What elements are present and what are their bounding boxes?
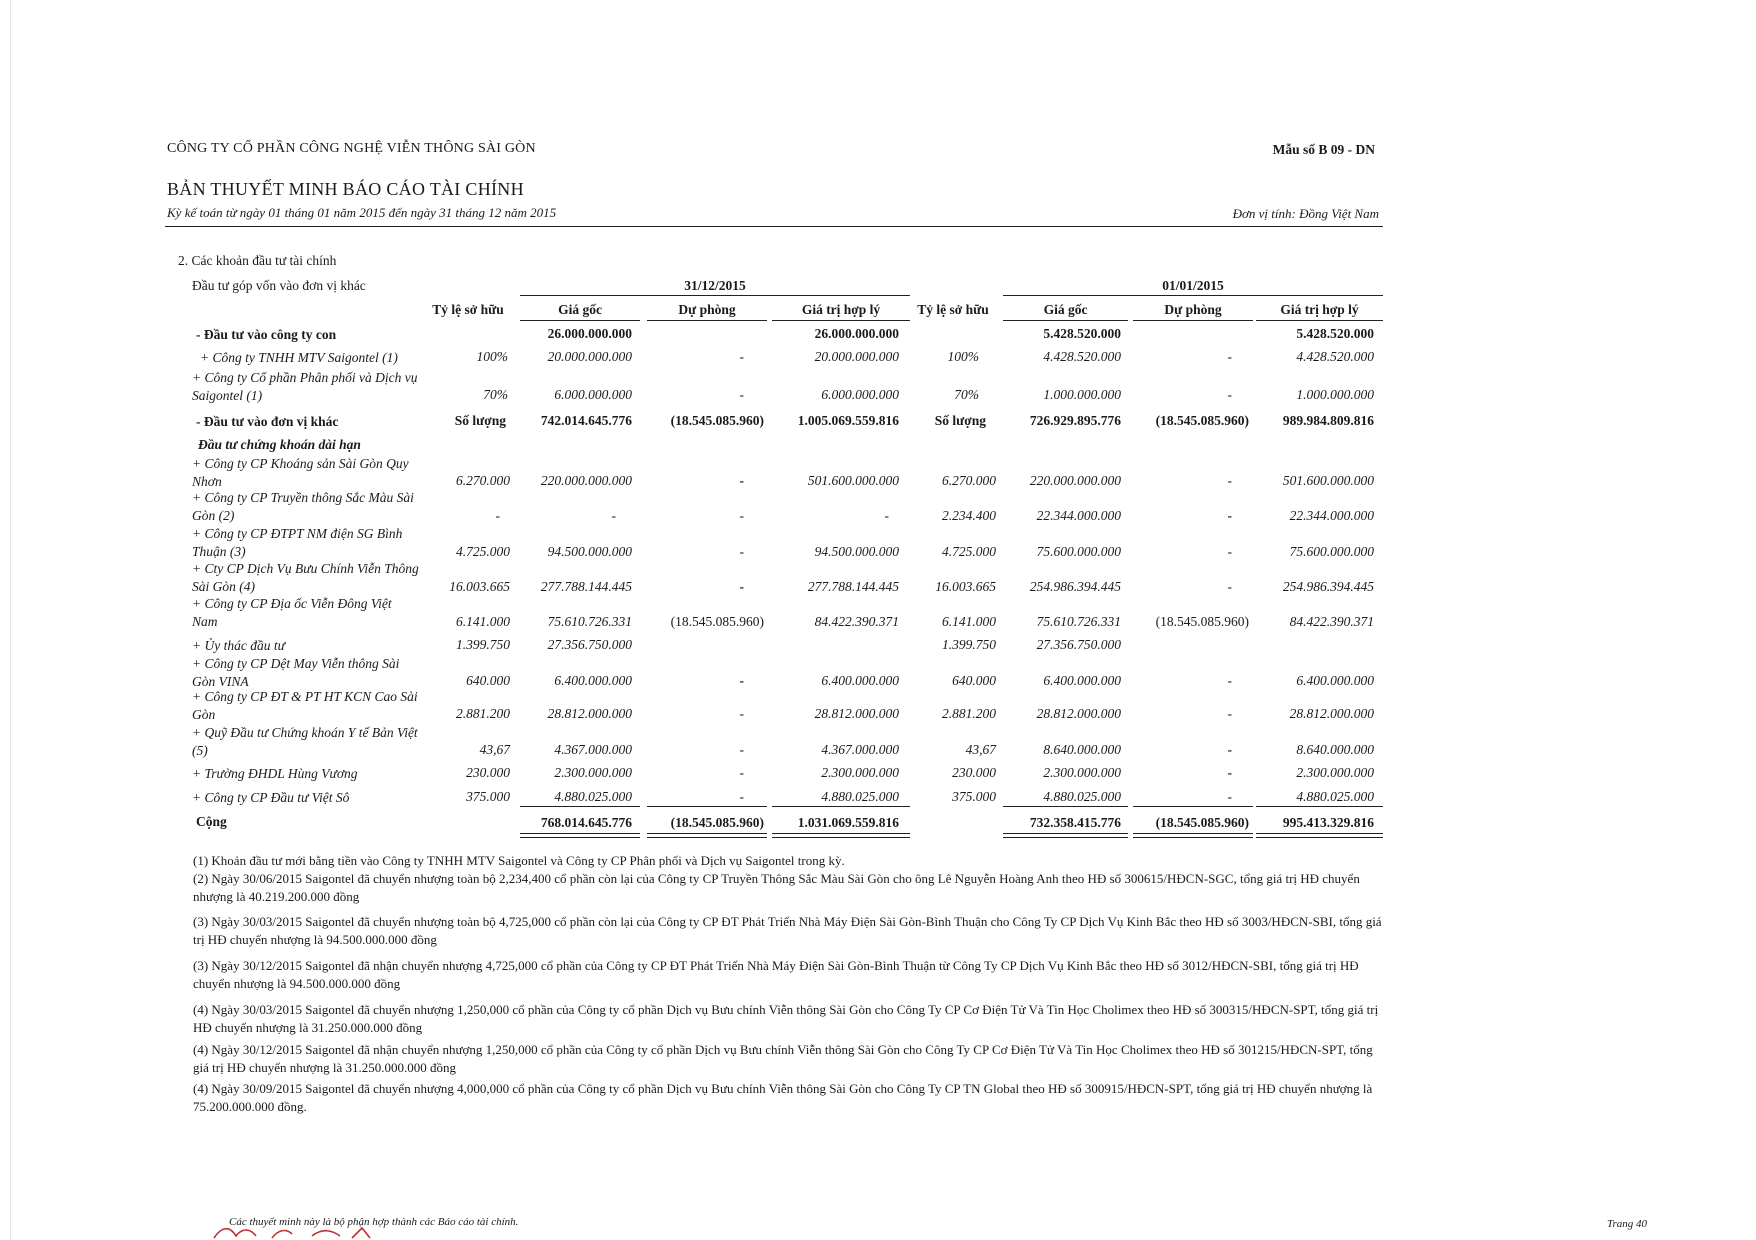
- cell-fair-value: 6.000.000.000: [821, 387, 899, 402]
- accounting-period: Kỳ kế toán từ ngày 01 tháng 01 năm 2015 đến ngày 31 tháng 12 năm 2015: [167, 205, 557, 220]
- cell-fair-value: 989.984.809.816: [1282, 413, 1374, 428]
- cell-provision: -: [739, 508, 744, 523]
- col-fair-value: Giá trị hợp lý: [1280, 302, 1359, 317]
- cell-ratio: 70%: [954, 387, 979, 402]
- cell-cost: 6.400.000.000: [554, 673, 632, 688]
- cell-provision: -: [1227, 742, 1232, 757]
- cell-cost: 220.000.000.000: [540, 473, 632, 488]
- period-header-line: [520, 295, 910, 296]
- total-double-rule: [1003, 833, 1128, 838]
- total-double-rule: [772, 833, 910, 838]
- cell-quantity: 375.000: [466, 789, 510, 804]
- cell-quantity: 2.881.200: [942, 706, 996, 721]
- cell-fair-value: 4.880.025.000: [1296, 789, 1374, 804]
- cell-provision: -: [739, 387, 744, 402]
- cell-provision: (18.545.085.960): [1155, 614, 1249, 629]
- cell-quantity: 43,67: [965, 742, 996, 757]
- row-label: + Quỹ Đầu tư Chứng khoán Y tế Bản Việt (5): [192, 725, 418, 758]
- cell-cost: 2.300.000.000: [1043, 765, 1121, 780]
- cell-cost: 2.300.000.000: [554, 765, 632, 780]
- total-double-rule: [520, 833, 640, 838]
- cell-provision: (18.545.085.960): [670, 614, 764, 629]
- row-label: + Công ty TNHH MTV Saigontel (1): [200, 350, 398, 365]
- subheader-underline: [1133, 320, 1253, 321]
- cell-quantity: 6.270.000: [456, 473, 510, 488]
- cell-provision: -: [1227, 387, 1232, 402]
- cell-fair-value: 6.400.000.000: [821, 673, 899, 688]
- cell-provision: -: [1227, 673, 1232, 688]
- subtotal-rule: [772, 806, 910, 807]
- cell-fair-value: 1.005.069.559.816: [797, 413, 899, 428]
- cell-fair-value: 26.000.000.000: [814, 326, 899, 341]
- cell-provision: -: [739, 579, 744, 594]
- subheader-underline: [1256, 320, 1383, 321]
- cell-quantity: 230.000: [466, 765, 510, 780]
- cell-cost: 6.000.000.000: [554, 387, 632, 402]
- cell-fair-value: 254.986.394.445: [1282, 579, 1374, 594]
- total-label: Cộng: [196, 814, 227, 829]
- cell-quantity: 230.000: [952, 765, 996, 780]
- cell-cost: 27.356.750.000: [1036, 637, 1121, 652]
- cell-quantity: -: [495, 508, 500, 523]
- row-label: + Công ty CP Khoáng sản Sài Gòn Quy Nhơn: [192, 456, 409, 489]
- total-provision: (18.545.085.960): [670, 815, 764, 830]
- cell-quantity: 375.000: [952, 789, 996, 804]
- total-double-rule: [1133, 833, 1253, 838]
- row-subheading: Đầu tư chứng khoán dài hạn: [198, 437, 361, 452]
- cell-fair-value: 501.600.000.000: [807, 473, 899, 488]
- footnote: (1) Khoản đầu tư mới bằng tiền vào Công ty TNHH MTV Saigontel và Công ty CP Phân phối và Dịch vụ Saigontel trong kỳ.: [193, 853, 845, 868]
- cell-quantity: 1.399.750: [456, 637, 510, 652]
- cell-provision: -: [1227, 544, 1232, 559]
- cell-provision: -: [739, 349, 744, 364]
- header-rule: [165, 226, 1383, 227]
- period-header-2015-start: 01/01/2015: [1162, 278, 1224, 293]
- cell-fair-value: 4.880.025.000: [821, 789, 899, 804]
- cell-fair-value: 501.600.000.000: [1282, 473, 1374, 488]
- cell-fair-value: 8.640.000.000: [1296, 742, 1374, 757]
- row-label: + Công ty CP Truyền thông Sắc Màu Sài Gòn (2): [192, 490, 414, 523]
- cell-ratio: 100%: [947, 349, 979, 364]
- row-label: + Trường ĐHDL Hùng Vương: [192, 766, 358, 781]
- cell-quantity: 640.000: [466, 673, 510, 688]
- subtotal-rule: [1256, 806, 1383, 807]
- cell-fair-value: 28.812.000.000: [1289, 706, 1374, 721]
- row-label: + Công ty Cổ phần Phân phối và Dịch vụ Saigontel (1): [192, 370, 418, 403]
- subheader-underline: [520, 320, 640, 321]
- cell-provision: -: [1227, 508, 1232, 523]
- cell-cost: 26.000.000.000: [547, 326, 632, 341]
- col-fair-value: Giá trị hợp lý: [801, 302, 881, 317]
- cell-cost: 742.014.645.776: [540, 413, 632, 428]
- cell-fair-value: 20.000.000.000: [814, 349, 899, 364]
- cell-cost: 5.428.520.000: [1043, 326, 1121, 341]
- cell-provision: -: [739, 473, 744, 488]
- row-label: + Ủy thác đầu tư: [192, 638, 285, 653]
- cell-cost: 4.428.520.000: [1043, 349, 1121, 364]
- currency-unit: Đơn vị tính: Đồng Việt Nam: [1232, 206, 1379, 221]
- subheader-underline: [647, 320, 767, 321]
- handwritten-mark: [212, 1222, 382, 1240]
- cell-cost: 277.788.144.445: [540, 579, 632, 594]
- cell-cost: 27.356.750.000: [547, 637, 632, 652]
- col-provision: Dự phòng: [678, 302, 736, 317]
- cell-provision: -: [739, 706, 744, 721]
- cell-fair-value: 1.000.000.000: [1296, 387, 1374, 402]
- cell-quantity-label: Số lượng: [934, 413, 986, 428]
- cell-ratio: 70%: [483, 387, 508, 402]
- cell-quantity: 16.003.665: [449, 579, 510, 594]
- cell-provision: -: [739, 765, 744, 780]
- cell-fair-value: 75.600.000.000: [1289, 544, 1374, 559]
- cell-fair-value: 5.428.520.000: [1296, 326, 1374, 341]
- cell-fair-value: -: [884, 508, 889, 523]
- cell-ratio: 100%: [476, 349, 508, 364]
- cell-cost: 28.812.000.000: [1036, 706, 1121, 721]
- cell-provision: -: [739, 673, 744, 688]
- col-ownership-ratio: Tỷ lệ sở hữu: [432, 302, 504, 317]
- subheader-underline: [1003, 320, 1128, 321]
- cell-cost: 4.880.025.000: [1043, 789, 1121, 804]
- cell-provision: (18.545.085.960): [1155, 413, 1249, 428]
- total-cost: 732.358.415.776: [1029, 815, 1121, 830]
- period-header-2015-end: 31/12/2015: [684, 278, 746, 293]
- cell-quantity: 16.003.665: [935, 579, 996, 594]
- cell-fair-value: 28.812.000.000: [814, 706, 899, 721]
- cell-provision: -: [1227, 473, 1232, 488]
- cell-cost: 726.929.895.776: [1029, 413, 1121, 428]
- footnote: (4) Ngày 30/03/2015 Saigontel đã chuyển nhượng 1,250,000 cổ phần của Công ty cổ phần Dịch vụ Bưu chính Viễn thông Sài Gòn cho Công Ty CP Cơ Điện Tử Và Tin Học Cholimex theo HĐ số 300315/HĐCN-SPT, tổng giá trị HĐ chuyển nhượng là 31.250.000.000 đồng: [193, 1002, 1379, 1035]
- cell-cost: 22.344.000.000: [1036, 508, 1121, 523]
- subheader-underline: [772, 320, 910, 321]
- cell-cost: 75.600.000.000: [1036, 544, 1121, 559]
- footnote: (4) Ngày 30/12/2015 Saigontel đã nhận chuyển nhượng 1,250,000 cổ phần của Công ty cổ phần Dịch vụ Bưu chính Viễn thông Sài Gòn cho Công Ty CP Cơ Điện Tử Và Tin Học Cholimex theo HĐ số 301215/HĐCN-SPT, tổng giá trị HĐ chuyển nhượng là 31.250.000.000 đồng: [193, 1042, 1373, 1075]
- row-label: + Cty CP Dịch Vụ Bưu Chính Viễn Thông Sài Gòn (4): [192, 561, 419, 594]
- subtotal-rule: [1003, 806, 1128, 807]
- cell-provision: -: [1227, 789, 1232, 804]
- cell-provision: -: [1227, 765, 1232, 780]
- cell-quantity: 6.270.000: [942, 473, 996, 488]
- cell-fair-value: 22.344.000.000: [1289, 508, 1374, 523]
- row-label: + Công ty CP ĐTPT NM điện SG Bình Thuận (3): [192, 526, 403, 559]
- subtotal-rule: [1133, 806, 1253, 807]
- footnote: (3) Ngày 30/03/2015 Saigontel đã chuyển nhượng toàn bộ 4,725,000 cổ phần còn lại của Công ty CP ĐT Phát Triển Nhà Máy Điện Sài Gòn-Bình Thuận cho Công Ty CP Dịch Vụ Kinh Bắc theo HĐ số 3003/HĐCN-SBI, tổng giá trị HĐ chuyển nhượng là 94.500.000.000 đồng: [193, 914, 1382, 947]
- subtotal-rule: [647, 806, 767, 807]
- row-label: + Công ty CP ĐT & PT HT KCN Cao Sài Gòn: [192, 689, 418, 722]
- footnote: (4) Ngày 30/09/2015 Saigontel đã chuyển nhượng 4,000,000 cổ phần của Công ty cổ phần Dịch vụ Bưu chính Viễn thông Sài Gòn cho Công Ty CP TN Global theo HĐ số 300915/HĐCN-SPT, tổng giá trị HĐ chuyển nhượng là 75.200.000.000 đồng.: [193, 1081, 1373, 1114]
- footer-note: Các thuyết minh này là bộ phận hợp thành các Báo cáo tài chính.: [229, 1216, 519, 1228]
- col-provision: Dự phòng: [1164, 302, 1222, 317]
- cell-cost: 20.000.000.000: [547, 349, 632, 364]
- cell-cost: 6.400.000.000: [1043, 673, 1121, 688]
- col-cost: Giá gốc: [558, 302, 602, 317]
- cell-cost: 75.610.726.331: [1036, 614, 1121, 629]
- cell-quantity: 6.141.000: [942, 614, 996, 629]
- table-title: Đầu tư góp vốn vào đơn vị khác: [192, 278, 366, 293]
- row-label: - Đầu tư vào công ty con: [196, 327, 337, 342]
- cell-provision: -: [1227, 579, 1232, 594]
- subtotal-rule: [520, 806, 640, 807]
- total-fair-value: 995.413.329.816: [1282, 815, 1374, 830]
- cell-quantity-label: Số lượng: [454, 413, 506, 428]
- period-header-line: [1003, 295, 1383, 296]
- cell-cost: -: [611, 508, 616, 523]
- cell-quantity: 640.000: [952, 673, 996, 688]
- cell-quantity: 6.141.000: [456, 614, 510, 629]
- cell-provision: -: [739, 742, 744, 757]
- cell-cost: 94.500.000.000: [547, 544, 632, 559]
- cell-provision: (18.545.085.960): [670, 413, 764, 428]
- cell-provision: -: [739, 544, 744, 559]
- cell-provision: -: [739, 789, 744, 804]
- row-label: + Công ty CP Dệt May Viễn thông Sài Gòn VINA: [192, 656, 400, 689]
- cell-fair-value: 6.400.000.000: [1296, 673, 1374, 688]
- document-title: BẢN THUYẾT MINH BÁO CÁO TÀI CHÍNH: [167, 179, 524, 199]
- cell-quantity: 2.881.200: [456, 706, 510, 721]
- total-cost: 768.014.645.776: [540, 815, 632, 830]
- cell-fair-value: 4.367.000.000: [821, 742, 899, 757]
- form-number: Mẫu số B 09 - DN: [1272, 142, 1375, 157]
- footnote: (3) Ngày 30/12/2015 Saigontel đã nhận chuyển nhượng 4,725,000 cổ phần của Công ty CP ĐT Phát Triển Nhà Máy Điện Sài Gòn-Bình Thuận từ Công Ty CP Dịch Vụ Kinh Bắc theo HĐ số 3012/HĐCN-SBI, tổng giá trị HĐ chuyển nhượng là 94.500.000.000 đồng: [193, 958, 1359, 991]
- cell-provision: -: [1227, 706, 1232, 721]
- row-label: + Công ty CP Địa ốc Viễn Đông Việt Nam: [192, 596, 392, 629]
- cell-quantity: 1.399.750: [942, 637, 996, 652]
- section-title: 2. Các khoản đầu tư tài chính: [178, 253, 337, 268]
- page-number: Trang 40: [1607, 1218, 1648, 1230]
- cell-cost: 4.367.000.000: [554, 742, 632, 757]
- cell-fair-value: 2.300.000.000: [1296, 765, 1374, 780]
- cell-cost: 220.000.000.000: [1029, 473, 1121, 488]
- cell-fair-value: 4.428.520.000: [1296, 349, 1374, 364]
- total-double-rule: [1256, 833, 1383, 838]
- total-double-rule: [647, 833, 767, 838]
- cell-fair-value: 277.788.144.445: [807, 579, 899, 594]
- footnote: (2) Ngày 30/06/2015 Saigontel đã chuyển nhượng toàn bộ 2,234,400 cổ phần còn lại của Công ty CP Truyền Thông Sắc Màu Sài Gòn cho ông Lê Nguyễn Hoàng Anh theo HĐ số 300615/HĐCN-SGC, tổng giá trị HĐ chuyển nhượng là 40.219.200.000 đồng: [193, 871, 1360, 904]
- cell-cost: 1.000.000.000: [1043, 387, 1121, 402]
- total-provision: (18.545.085.960): [1155, 815, 1249, 830]
- cell-cost: 254.986.394.445: [1029, 579, 1121, 594]
- cell-cost: 28.812.000.000: [547, 706, 632, 721]
- row-label: + Công ty CP Đầu tư Việt Sô: [192, 790, 350, 805]
- cell-quantity: 4.725.000: [456, 544, 510, 559]
- total-fair-value: 1.031.069.559.816: [797, 815, 899, 830]
- cell-cost: 75.610.726.331: [547, 614, 632, 629]
- cell-fair-value: 84.422.390.371: [814, 614, 899, 629]
- cell-quantity: 4.725.000: [942, 544, 996, 559]
- cell-fair-value: 2.300.000.000: [821, 765, 899, 780]
- cell-quantity: 43,67: [479, 742, 510, 757]
- cell-fair-value: 94.500.000.000: [814, 544, 899, 559]
- cell-cost: 8.640.000.000: [1043, 742, 1121, 757]
- cell-quantity: 2.234.400: [942, 508, 996, 523]
- company-name: CÔNG TY CỔ PHẦN CÔNG NGHỆ VIỄN THÔNG SÀI GÒN: [167, 141, 536, 156]
- col-ownership-ratio: Tỷ lệ sở hữu: [917, 302, 989, 317]
- scan-edge: [10, 0, 11, 1240]
- cell-cost: 4.880.025.000: [554, 789, 632, 804]
- cell-fair-value: 84.422.390.371: [1289, 614, 1374, 629]
- cell-provision: -: [1227, 349, 1232, 364]
- col-cost: Giá gốc: [1043, 302, 1088, 317]
- row-label: - Đầu tư vào đơn vị khác: [196, 414, 339, 429]
